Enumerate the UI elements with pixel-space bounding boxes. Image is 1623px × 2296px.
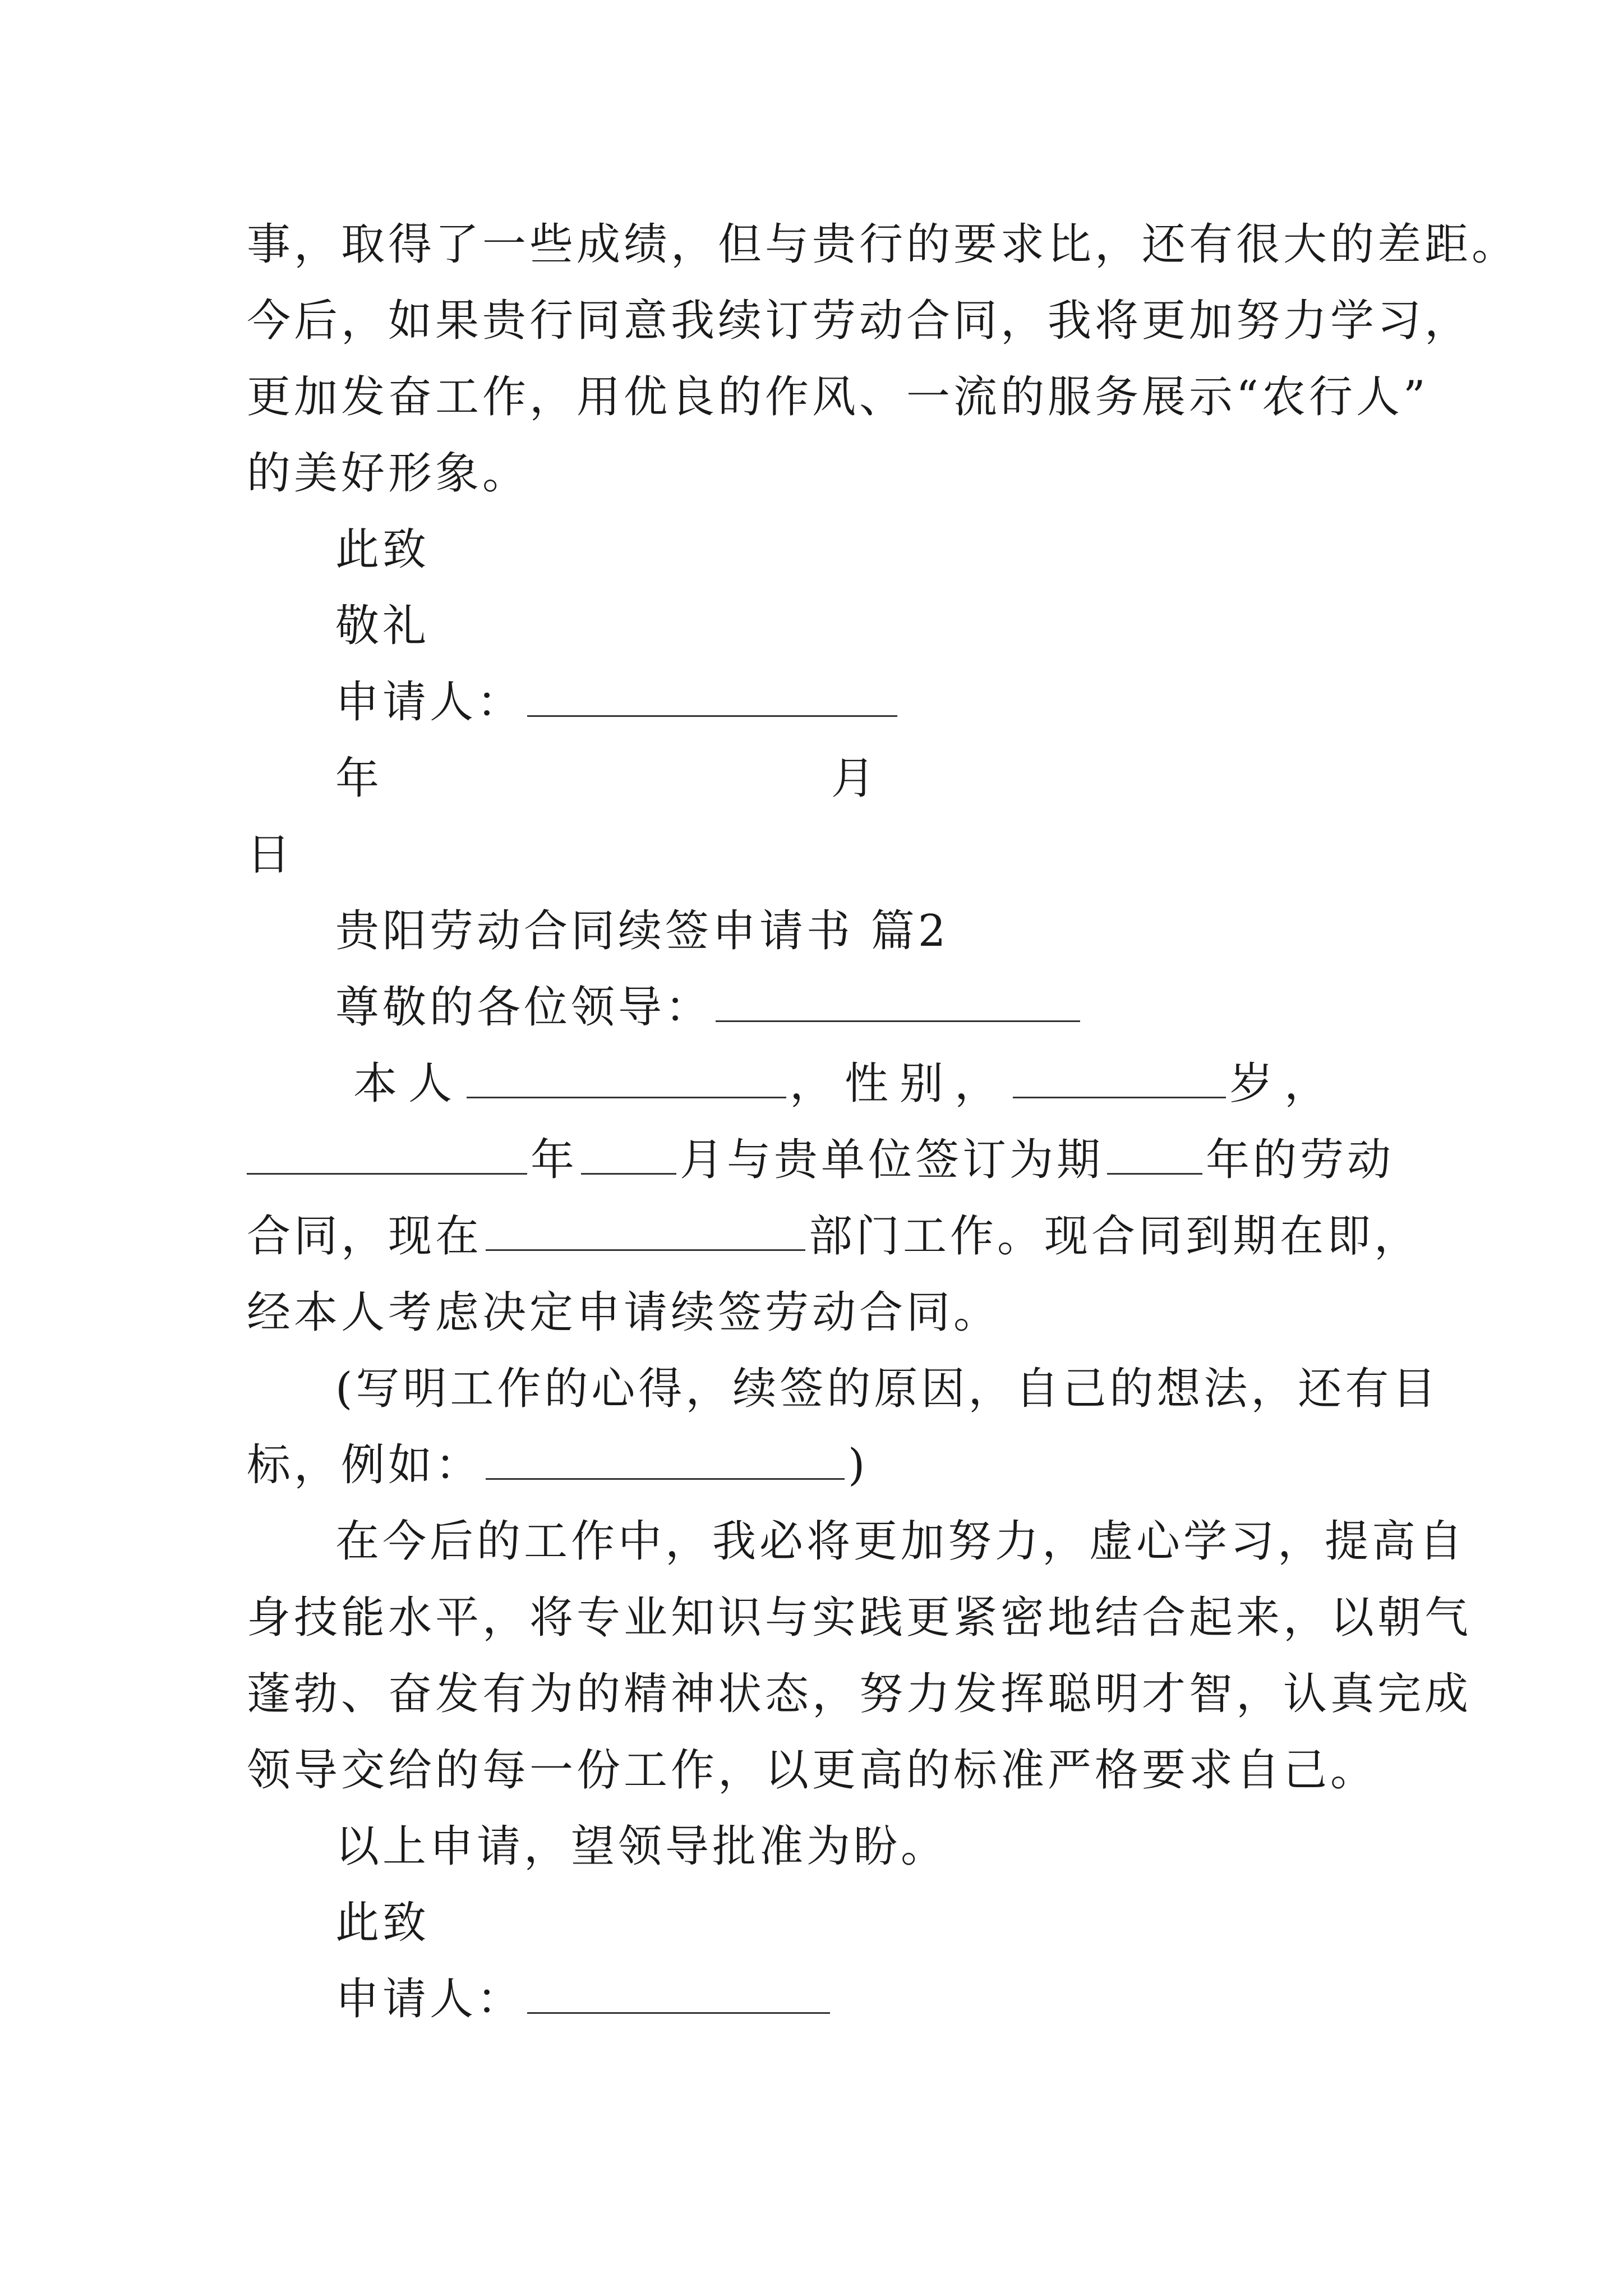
- paragraph-line: [247, 359, 1429, 435]
- text-cizhi-2: 此致: [335, 1898, 430, 1948]
- section-title: 贵阳劳动合同续签申请书 篇2: [335, 906, 949, 956]
- text-line-19: 身技能水平，将专业知识与实践更紧密地结合起来，以朝气: [247, 1593, 1472, 1643]
- salutation-line: [247, 588, 1391, 664]
- contract-period-line: [247, 1122, 1395, 1198]
- example-blank: [486, 1434, 845, 1480]
- personal-info-line: [247, 1046, 1391, 1122]
- date-line: [247, 740, 1391, 817]
- text-line-1: 事，取得了一些成绩，但与贵行的要求比，还有很大的差距。: [247, 219, 1519, 270]
- year-label: 年: [335, 753, 383, 804]
- month-label: 月: [831, 753, 879, 804]
- example-line: [247, 1427, 1391, 1503]
- paragraph-line: [247, 1732, 1391, 1809]
- text-line-3: 更加发奋工作，用优良的作风、一流的服务展示“农行人”: [247, 372, 1429, 422]
- applicant-blank: [527, 671, 897, 717]
- text-term-years: 年的劳动: [1206, 1135, 1395, 1185]
- text-close-paren: ): [848, 1440, 869, 1490]
- text-cizhi: 此致: [335, 524, 430, 575]
- date-line-day: [247, 817, 1391, 893]
- paragraph-line: [247, 1351, 1440, 1427]
- text-age: 岁，: [1229, 1059, 1340, 1109]
- text-gender: ，性别，: [790, 1059, 1010, 1109]
- department-line: [247, 1198, 1422, 1274]
- text-line-22: 以上申请，望领导批准为盼。: [335, 1821, 948, 1872]
- text-benren: 本人: [353, 1059, 464, 1109]
- greeting-line: [247, 969, 1391, 1046]
- text-line-20: 蓬勃、奋发有为的精神状态，努力发挥聪明才智，认真完成: [247, 1669, 1472, 1719]
- applicant-line: [247, 1961, 1391, 2037]
- department-blank: [486, 1205, 805, 1251]
- document-body: [247, 206, 1519, 2037]
- paragraph-line: [247, 283, 1472, 359]
- paragraph-line: [247, 1809, 1391, 1885]
- text-line-18: 在今后的工作中，我必将更加努力，虚心学习，提高自: [335, 1516, 1467, 1567]
- paragraph-line: [247, 1656, 1472, 1732]
- text-year: 年: [531, 1135, 578, 1185]
- paragraph-line: [247, 1274, 1391, 1351]
- text-line-21: 领导交给的每一份工作，以更高的标准严格要求自己。: [247, 1745, 1378, 1796]
- text-line-2: 今后，如果贵行同意我续订劳动合同，我将更加努力学习，: [247, 296, 1472, 346]
- section-heading: [247, 893, 1391, 969]
- text-jingli: 敬礼: [335, 601, 430, 651]
- paragraph-line: [247, 1503, 1467, 1580]
- text-contract: 月与贵单位签订为期: [680, 1135, 1104, 1185]
- text-line-4: 的美好形象。: [247, 448, 530, 499]
- month-blank: [581, 1129, 676, 1175]
- paragraph-line: [247, 435, 1391, 512]
- applicant-line: [247, 664, 1391, 740]
- text-department: 部门工作。现合同到期在即，: [809, 1211, 1422, 1262]
- name-blank: [467, 1053, 786, 1098]
- year-blank: [247, 1129, 527, 1175]
- greeting-blank: [716, 977, 1080, 1022]
- salutation-line: [247, 1885, 1391, 1961]
- paragraph-line: [247, 1580, 1472, 1656]
- paragraph-line: [247, 206, 1519, 283]
- text-line-15: 经本人考虑决定申请续签劳动合同。: [247, 1287, 1001, 1338]
- applicant-label-2: 申请人：: [335, 1974, 524, 2024]
- applicant-label: 申请人：: [335, 677, 524, 728]
- salutation-line: [247, 512, 1391, 588]
- greeting-label: 尊敬的各位领导：: [335, 982, 713, 1033]
- term-blank: [1107, 1129, 1202, 1175]
- applicant-blank-2: [527, 1968, 830, 2014]
- text-example: 标，例如：: [247, 1440, 483, 1490]
- text-line-16: (写明工作的心得，续签的原因，自己的想法，还有目: [335, 1364, 1440, 1414]
- day-label: 日: [247, 830, 294, 880]
- gender-blank: [1013, 1053, 1226, 1098]
- text-now-in: 合同，现在: [247, 1211, 483, 1262]
